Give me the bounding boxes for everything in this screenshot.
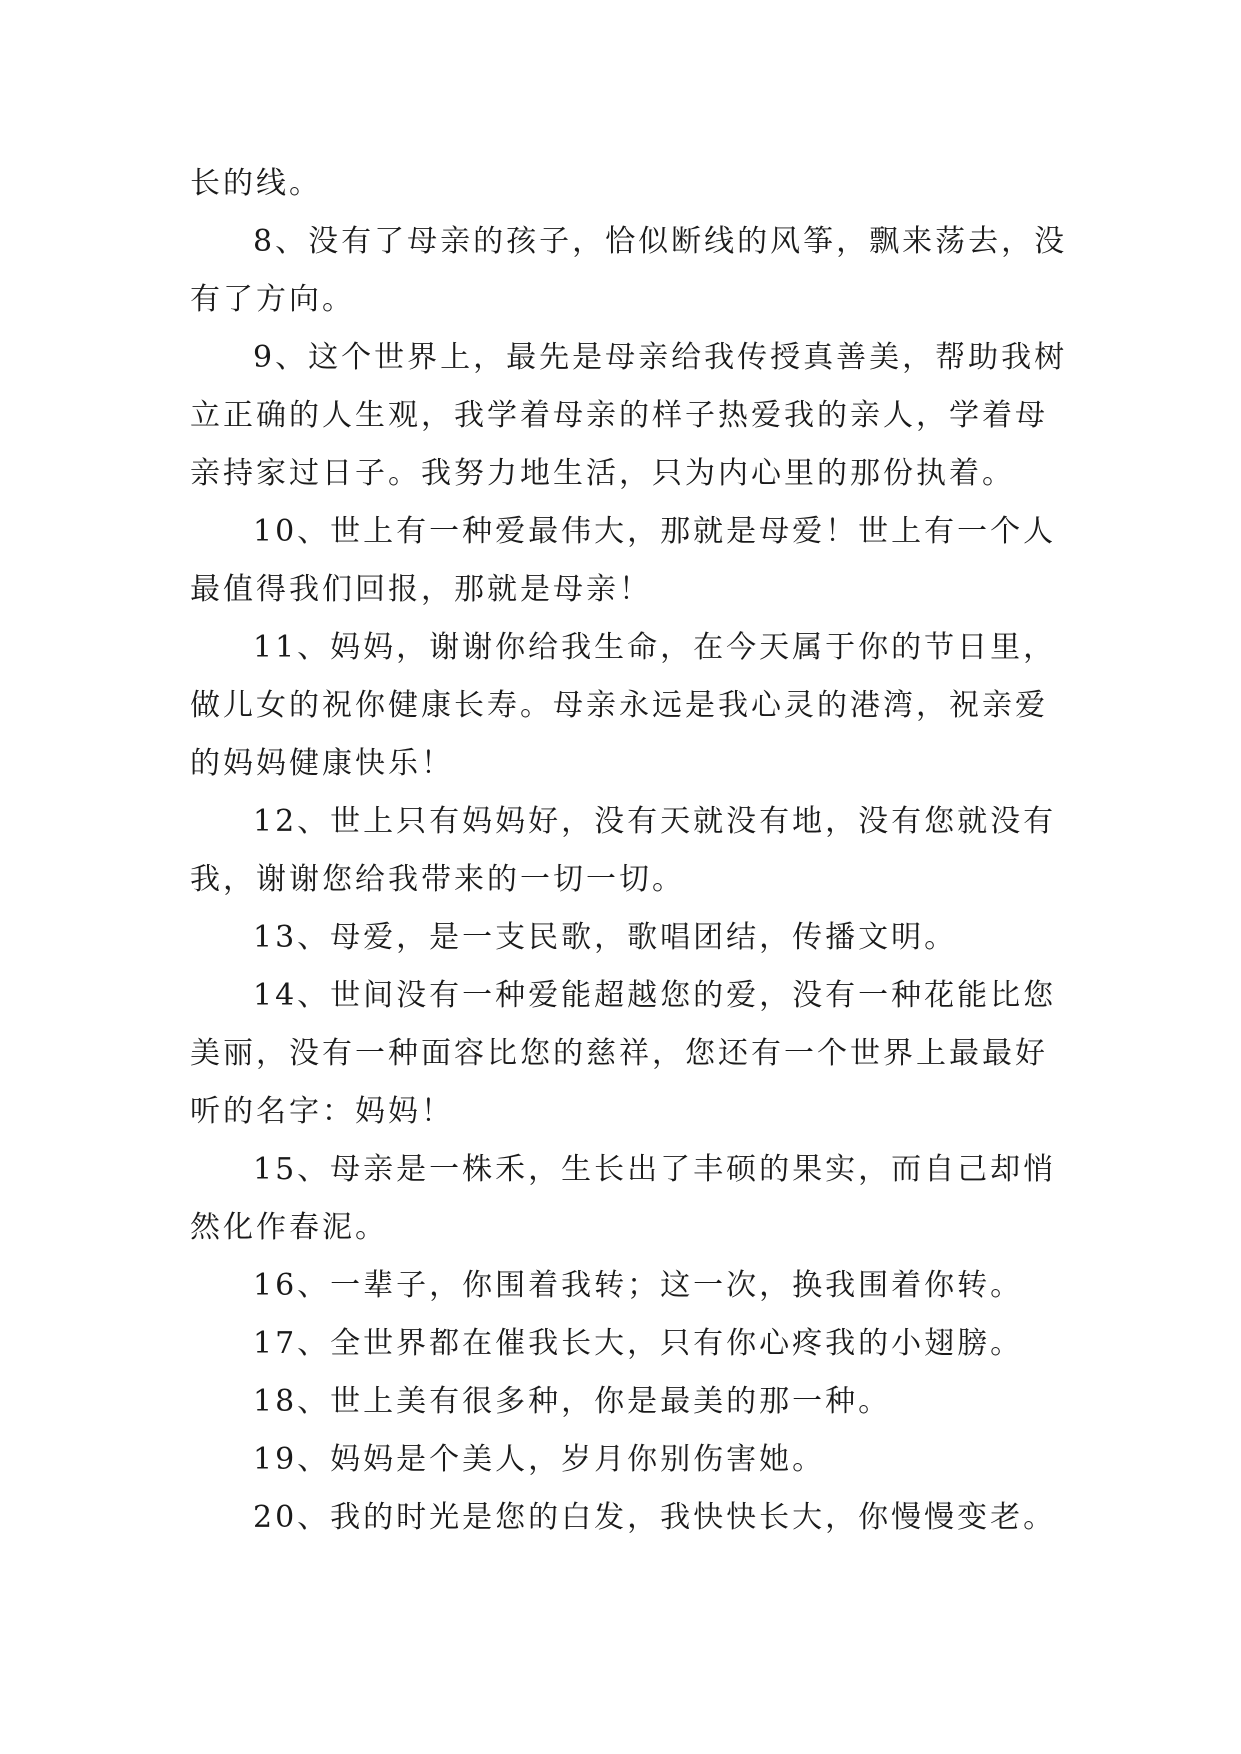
paragraph-item-20: 20、我的时光是您的白发，我快快长大，你慢慢变老。	[253, 1500, 1057, 1535]
paragraph-item-14: 14、世间没有一种爱能超越您的爱，没有一种花能比您美丽，没有一种面容比您的慈祥，您还有一个世界上最最好听的名字：妈妈！	[190, 978, 1057, 1129]
paragraph-item-9: 9、这个世界上，最先是母亲给我传授真善美，帮助我树立正确的人生观，我学着母亲的样子热爱我的亲人，学着母亲持家过日子。我努力地生活，只为内心里的那份执着。	[190, 340, 1068, 491]
paragraph-item-13: 13、母爱，是一支民歌，歌唱团结，传播文明。	[253, 920, 958, 955]
paragraph-item-8: 8、没有了母亲的孩子，恰似断线的风筝，飘来荡去，没有了方向。	[190, 224, 1068, 317]
paragraph-item-17: 17、全世界都在催我长大，只有你心疼我的小翅膀。	[253, 1326, 1024, 1361]
document-body	[190, 155, 1070, 1547]
paragraph-item-15: 15、母亲是一株禾，生长出了丰硕的果实，而自己却悄然化作春泥。	[190, 1152, 1057, 1245]
paragraph-item-12: 12、世上只有妈妈好，没有天就没有地，没有您就没有我，谢谢您给我带来的一切一切。	[190, 804, 1057, 897]
paragraph-item-11: 11、妈妈，谢谢你给我生命，在今天属于你的节日里，做儿女的祝你健康长寿。母亲永远是我心灵的港湾，祝亲爱的妈妈健康快乐！	[190, 630, 1057, 781]
paragraph-item-16: 16、一辈子，你围着我转；这一次，换我围着你转。	[253, 1268, 1024, 1303]
paragraph-item-10: 10、世上有一种爱最伟大，那就是母爱！世上有一个人最值得我们回报，那就是母亲！	[190, 514, 1057, 607]
paragraph-item-18: 18、世上美有很多种，你是最美的那一种。	[253, 1384, 892, 1419]
paragraph-item-19: 19、妈妈是个美人，岁月你别伤害她。	[253, 1442, 826, 1477]
paragraph-continuation: 长的线。	[190, 166, 322, 201]
